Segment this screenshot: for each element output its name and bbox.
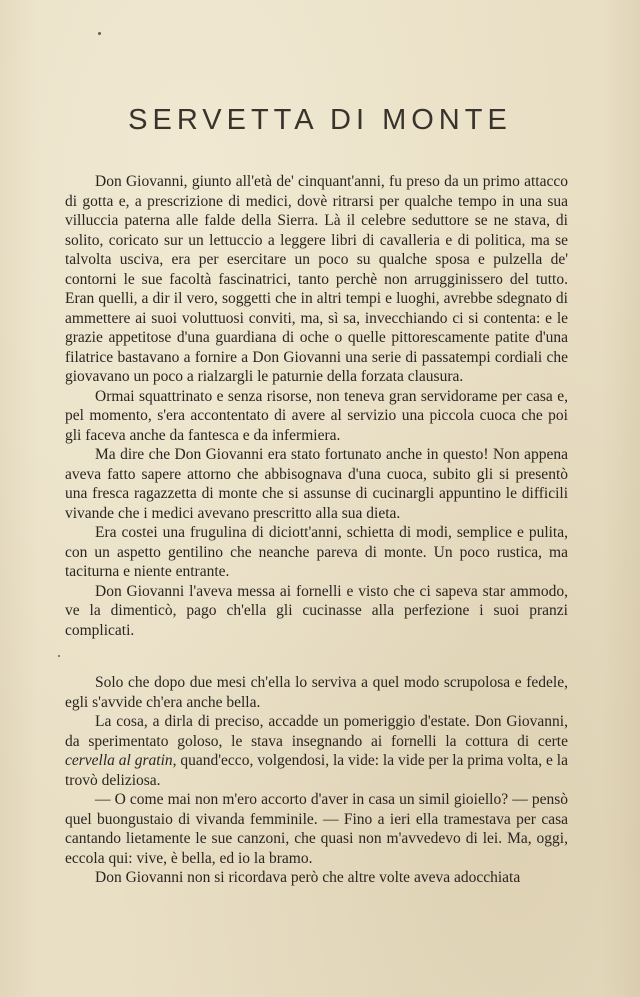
- paper-speck: [98, 32, 101, 35]
- paragraph: Ormai squattrinato e senza risorse, non teneva gran servidorame per casa e, pel momento, s'era accontentato di avere al servizio una piccola cuoca che poi gli faceva anche da fantesca e da infermiera.: [65, 387, 568, 444]
- italic-phrase: cervella al gratin: [65, 752, 173, 769]
- chapter-body: [65, 172, 568, 888]
- paragraph: Era costei una frugulina di diciott'anni, schietta di modi, semplice e pulita, con un aspetto gentilino che neanche pareva di monte. Un poco rustica, ma taciturna e niente entrante.: [65, 524, 568, 580]
- paragraph: Solo che dopo due mesi ch'ella lo serviva a quel modo scrupolosa e fedele, egli s'avvide ch'era anche bella.: [65, 674, 568, 711]
- paper-speck: [58, 655, 60, 657]
- chapter-title: SERVETTA DI MONTE: [128, 104, 512, 136]
- paragraph: — O come mai non m'ero accorto d'aver in casa un simil gioiello? — pensò quel buongustaio di vivanda femminile. — Fino a ieri ella tramestava per casa cantando lietamente le sue canzoni, che quasi non m'avvedevo di lei. Ma, oggi, eccola qui: vive, è bella, ed io la bramo.: [65, 791, 568, 867]
- paragraph: Don Giovanni l'aveva messa ai fornelli e visto che ci sapeva star ammodo, ve la dimenticò, pago ch'ella gli cucinasse alla perfezione i suoi pranzi complicati.: [65, 582, 568, 639]
- paragraph: Ma dire che Don Giovanni era stato fortunato anche in questo! Non appena aveva fatto sapere attorno che abbisognava d'una cuoca, subito gli si presentò una fresca ragazzetta di monte che si assunse di cucinargli appuntino le difficili vivande che i medici avevano prescritto alla sua dieta.: [65, 446, 568, 522]
- paragraph-with-italic: La cosa, a dirla di preciso, accadde un pomeriggio d'estate. Don Giovanni, da sperimentato goloso, le stava insegnando ai fornelli la cottura di certe cervella al gratin, quand'ecco, volgendosi, la vide: la vide per la prima volta, e la trovò deliziosa.: [65, 713, 568, 789]
- paragraph: Don Giovanni, giunto all'età de' cinquant'anni, fu preso da un primo attacco di gotta e, a prescrizione di medici, dovè ritrarsi per qualche tempo in una sua villuccia paterna alle falde della Sierra. Là il celebre seduttore se ne stava, di solito, coricato sur un lettuccio a leggere libri di cavalleria e di politica, ma se talvolta usciva, era per esercitare un poco su qualche sposa e pulzella de' contorni le sue facoltà fascinatrici, tanto perchè non arrugginissero del tutto. Eran quelli, a dir il vero, soggetti che in altri tempi e luoghi, avrebbe sdegnato di ammettere ai suoi voluttuosi conviti, ma, sì sa, invecchiando ci si contenta: e le grazie appetitose d'una guardiana di oche o quelle pittorescamente patite d'una filatrice bastavano a fornire a Don Giovanni una serie di passatempi cordiali che giovavano un poco a rialzargli le paturnie della forzata clausura.: [65, 173, 568, 385]
- paragraph: Don Giovanni non si ricordava però che altre volte aveva adocchiata: [95, 869, 521, 886]
